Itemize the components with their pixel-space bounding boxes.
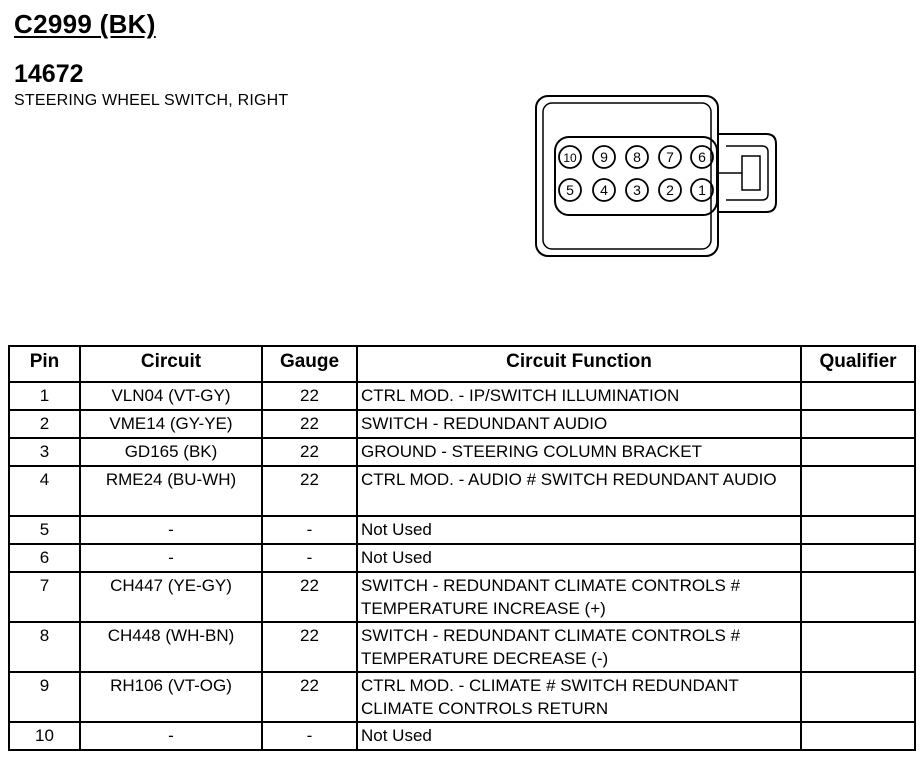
pin-number-label: 3	[633, 182, 641, 198]
cell-pin: 10	[9, 722, 80, 750]
connector-housing-inner	[543, 103, 711, 249]
cell-circuit: -	[80, 722, 262, 750]
cell-pin: 2	[9, 410, 80, 438]
part-number: 14672	[14, 60, 84, 88]
cell-function: Not Used	[357, 516, 801, 544]
cell-circuit: -	[80, 516, 262, 544]
column-header-gauge: Gauge	[262, 346, 357, 382]
column-header-circuit: Circuit	[80, 346, 262, 382]
cell-pin: 4	[9, 466, 80, 516]
cell-qualifier	[801, 382, 915, 410]
cell-circuit: RH106 (VT-OG)	[80, 672, 262, 722]
table-row	[9, 516, 915, 544]
cell-pin: 7	[9, 572, 80, 622]
table-row	[9, 466, 915, 516]
cell-circuit: GD165 (BK)	[80, 438, 262, 466]
pin-number-label: 6	[698, 149, 706, 165]
table-row	[9, 622, 915, 672]
cell-function: Not Used	[357, 722, 801, 750]
table-row	[9, 722, 915, 750]
cell-pin: 6	[9, 544, 80, 572]
cell-gauge: 22	[262, 572, 357, 622]
cell-qualifier	[801, 438, 915, 466]
cell-function: CTRL MOD. - CLIMATE # SWITCH REDUNDANT CLIMATE CONTROLS RETURN	[357, 672, 801, 722]
connector-description: STEERING WHEEL SWITCH, RIGHT	[14, 92, 289, 109]
cell-qualifier	[801, 572, 915, 622]
pin-number-label: 4	[600, 182, 608, 198]
cell-qualifier	[801, 516, 915, 544]
cell-pin: 8	[9, 622, 80, 672]
cell-gauge: 22	[262, 466, 357, 516]
cell-function: SWITCH - REDUNDANT CLIMATE CONTROLS # TEMPERATURE INCREASE (+)	[357, 572, 801, 622]
pin-circles	[559, 146, 713, 201]
cell-gauge: 22	[262, 410, 357, 438]
cell-qualifier	[801, 544, 915, 572]
connector-face-diagram	[530, 90, 790, 260]
cell-gauge: -	[262, 722, 357, 750]
table-row	[9, 572, 915, 622]
cell-pin: 1	[9, 382, 80, 410]
cell-gauge: 22	[262, 382, 357, 410]
table-row	[9, 544, 915, 572]
pin-number-label: 7	[666, 149, 674, 165]
column-header-pin: Pin	[9, 346, 80, 382]
cell-circuit: -	[80, 544, 262, 572]
connector-id: C2999 (BK)	[14, 9, 156, 39]
table-row	[9, 438, 915, 466]
cell-pin: 3	[9, 438, 80, 466]
cell-circuit: VLN04 (VT-GY)	[80, 382, 262, 410]
pin-number-label: 10	[563, 151, 577, 165]
table-row	[9, 410, 915, 438]
pin-number-label: 9	[600, 149, 608, 165]
pin-number-label: 8	[633, 149, 641, 165]
cell-circuit: CH448 (WH-BN)	[80, 622, 262, 672]
cell-qualifier	[801, 672, 915, 722]
cell-circuit: VME14 (GY-YE)	[80, 410, 262, 438]
cell-circuit: CH447 (YE-GY)	[80, 572, 262, 622]
cell-qualifier	[801, 722, 915, 750]
cell-function: SWITCH - REDUNDANT CLIMATE CONTROLS # TEMPERATURE DECREASE (-)	[357, 622, 801, 672]
pin-number-label: 5	[566, 182, 574, 198]
cell-function: CTRL MOD. - AUDIO # SWITCH REDUNDANT AUDIO	[357, 466, 801, 516]
cell-qualifier	[801, 410, 915, 438]
table-header-row	[9, 346, 915, 382]
column-header-function: Circuit Function	[357, 346, 801, 382]
cell-pin: 5	[9, 516, 80, 544]
connector-housing-outer	[536, 96, 718, 256]
cell-circuit: RME24 (BU-WH)	[80, 466, 262, 516]
pin-number-label: 2	[666, 182, 674, 198]
cell-qualifier	[801, 466, 915, 516]
pin-number-label: 1	[698, 182, 706, 198]
cell-function: GROUND - STEERING COLUMN BRACKET	[357, 438, 801, 466]
cell-pin: 9	[9, 672, 80, 722]
cell-gauge: 22	[262, 672, 357, 722]
cell-function: CTRL MOD. - IP/SWITCH ILLUMINATION	[357, 382, 801, 410]
pin-table	[8, 345, 916, 751]
cell-function: Not Used	[357, 544, 801, 572]
column-header-qualifier: Qualifier	[801, 346, 915, 382]
cell-function: SWITCH - REDUNDANT AUDIO	[357, 410, 801, 438]
cell-gauge: -	[262, 516, 357, 544]
cell-gauge: -	[262, 544, 357, 572]
cell-gauge: 22	[262, 622, 357, 672]
cell-qualifier	[801, 622, 915, 672]
table-row	[9, 382, 915, 410]
table-row	[9, 672, 915, 722]
cell-gauge: 22	[262, 438, 357, 466]
